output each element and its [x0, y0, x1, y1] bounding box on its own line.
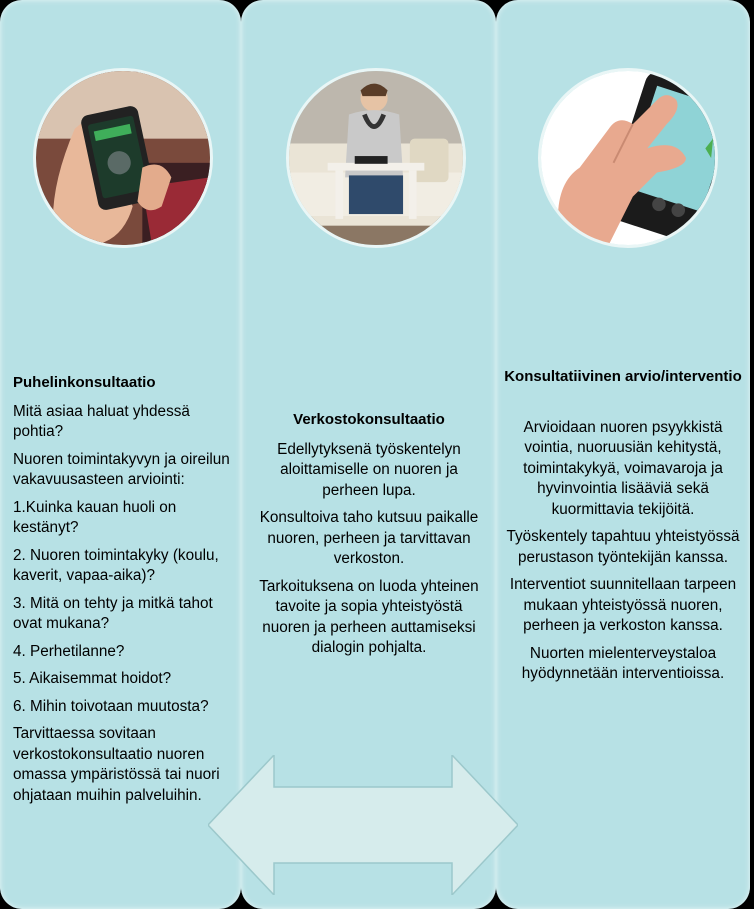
young-man-on-sofa-photo-icon [286, 68, 466, 248]
paragraph: 5. Aikaisemmat hoidot? [13, 670, 172, 687]
phone-in-hand-photo-icon [33, 68, 213, 248]
paragraph: Konsultoiva taho kutsuu paikalle nuoren, perheen ja tarvittavan verkoston. [259, 509, 479, 567]
young-man-on-sofa-illustration [289, 71, 463, 245]
paragraph: Edellytyksenä työskentelyn aloittamiselle on nuoren ja perheen lupa. [277, 440, 461, 499]
paragraph: Tarvittaessa sovitaan verkostokonsultaatio nuoren omassa ympäristössä tai nuori ohjataan muihin palveluihin. [13, 725, 220, 804]
column-title: Verkostokonsultaatio [293, 411, 445, 428]
hand-on-tablet-photo-icon [538, 68, 718, 248]
double-arrow-icon [208, 755, 518, 895]
paragraph: Tarkoituksena on luoda yhteinen tavoite ja sopia yhteistyöstä nuoren ja perheen auttamiseksi dialogin pohjalta. [259, 577, 479, 656]
column-title: Puhelinkonsultaatio [13, 374, 156, 391]
paragraph: 2. Nuoren toimintakyky (koulu, kaverit, vapaa-aika)? [13, 546, 219, 584]
paragraph: Arvioidaan nuoren psyykkistä vointia, nuoruusiän kehitystä, toimintakykyä, voimavaroja ja hyvinvointia lisääviä sekä kuormittavia tekijöitä. [523, 418, 723, 518]
double-arrow-shape [208, 755, 518, 895]
paragraph: 6. Mihin toivotaan muutosta? [13, 697, 209, 715]
paragraph: Mitä asiaa haluat yhdessä pohtia? [13, 402, 190, 440]
paragraph: 3. Mitä on tehty ja mitkä tahot ovat mukana? [13, 594, 213, 632]
phone-in-hand-illustration [36, 71, 210, 245]
column-phone-consultation [13, 373, 238, 813]
paragraph: Nuorten mielenterveystaloa hyödynnetään interventioissa. [521, 644, 725, 682]
column-title: Konsultatiivinen arvio/interventio [504, 368, 742, 385]
column-network-consultation [250, 410, 488, 666]
paragraph: Nuoren toimintakyvyn ja oireilun vakavuusasteen arviointi: [13, 450, 230, 488]
hand-on-tablet-illustration [541, 71, 715, 245]
paragraph: Työskentely tapahtuu yhteistyössä perustason työntekijän kanssa. [506, 528, 740, 566]
paragraph: Interventiot suunnitellaan tarpeen mukaan yhteistyössä nuoren, perheen ja verkoston kanssa. [509, 576, 737, 634]
paragraph: 4. Perhetilanne? [13, 642, 125, 660]
column-consultative-assessment [500, 367, 746, 692]
paragraph: 1.Kuinka kauan huoli on kestänyt? [13, 498, 177, 536]
